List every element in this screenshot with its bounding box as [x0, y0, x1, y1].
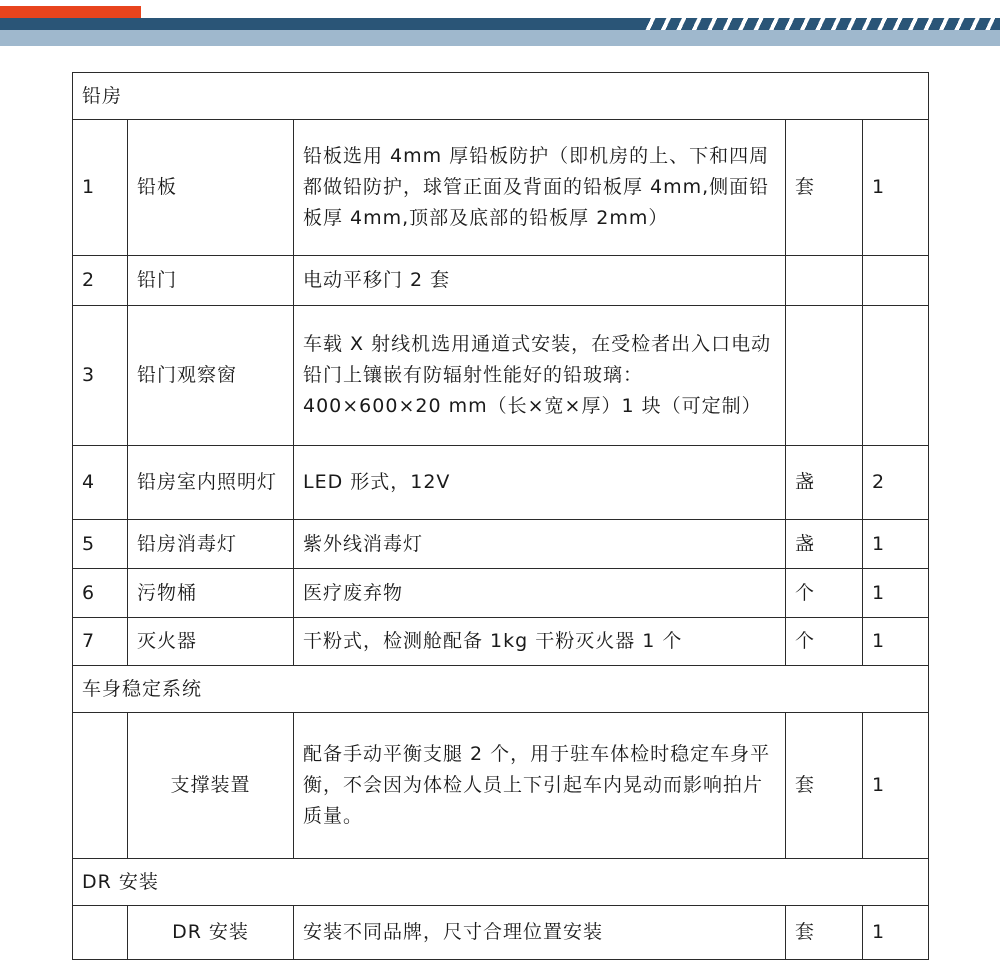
item-name: 铅房室内照明灯	[128, 446, 294, 520]
item-unit: 套	[786, 906, 863, 960]
item-quantity: 1	[863, 569, 929, 618]
section-title: DR 安装	[73, 859, 929, 906]
item-name: DR 安装	[128, 906, 294, 960]
table-row	[73, 906, 929, 960]
table-row	[73, 306, 929, 446]
row-number	[73, 906, 128, 960]
item-description: 电动平移门 2 套	[294, 256, 786, 306]
header-light-bar	[0, 30, 1000, 46]
item-unit: 盏	[786, 446, 863, 520]
row-number: 4	[73, 446, 128, 520]
item-quantity: 1	[863, 906, 929, 960]
table-row	[73, 446, 929, 520]
item-quantity	[863, 306, 929, 446]
item-quantity: 2	[863, 446, 929, 520]
row-number: 1	[73, 120, 128, 256]
item-name: 污物桶	[128, 569, 294, 618]
section-title: 铅房	[73, 73, 929, 120]
item-quantity: 1	[863, 713, 929, 859]
item-unit: 套	[786, 120, 863, 256]
item-description: 车载 X 射线机选用通道式安装，在受检者出入口电动铅门上镶嵌有防辐射性能好的铅玻璃：400×600×20 mm（长×宽×厚）1 块（可定制）	[294, 306, 786, 446]
table-row	[73, 520, 929, 569]
table-row	[73, 713, 929, 859]
item-name: 灭火器	[128, 618, 294, 666]
item-name: 铅板	[128, 120, 294, 256]
table-row	[73, 618, 929, 666]
item-name: 支撑装置	[128, 713, 294, 859]
item-description: LED 形式，12V	[294, 446, 786, 520]
item-description: 医疗废弃物	[294, 569, 786, 618]
item-unit: 个	[786, 569, 863, 618]
table-row	[73, 569, 929, 618]
item-name: 铅门观察窗	[128, 306, 294, 446]
header-stripe-pattern	[640, 18, 1000, 30]
item-description: 安装不同品牌，尺寸合理位置安装	[294, 906, 786, 960]
header-dark-bar	[0, 18, 640, 30]
item-quantity: 1	[863, 520, 929, 569]
item-description: 紫外线消毒灯	[294, 520, 786, 569]
item-quantity: 1	[863, 618, 929, 666]
table-row	[73, 256, 929, 306]
item-description: 配备手动平衡支腿 2 个，用于驻车体检时稳定车身平衡，不会因为体检人员上下引起车内晃动而影响拍片质量。	[294, 713, 786, 859]
row-number: 6	[73, 569, 128, 618]
row-number: 3	[73, 306, 128, 446]
spec-table	[72, 72, 929, 960]
item-unit: 套	[786, 713, 863, 859]
row-number	[73, 713, 128, 859]
item-description: 铅板选用 4mm 厚铅板防护（即机房的上、下和四周都做铅防护，球管正面及背面的铅板厚 4mm,侧面铅板厚 4mm,顶部及底部的铅板厚 2mm）	[294, 120, 786, 256]
item-quantity: 1	[863, 120, 929, 256]
section-header-row	[73, 73, 929, 120]
item-unit: 盏	[786, 520, 863, 569]
table-row	[73, 120, 929, 256]
row-number: 2	[73, 256, 128, 306]
item-description: 干粉式，检测舱配备 1kg 干粉灭火器 1 个	[294, 618, 786, 666]
row-number: 7	[73, 618, 128, 666]
item-name: 铅门	[128, 256, 294, 306]
section-title: 车身稳定系统	[73, 666, 929, 713]
section-header-row	[73, 859, 929, 906]
item-unit	[786, 306, 863, 446]
item-quantity	[863, 256, 929, 306]
section-header-row	[73, 666, 929, 713]
header-accent-bar	[0, 6, 141, 18]
item-unit: 个	[786, 618, 863, 666]
header-banner	[0, 0, 1000, 48]
item-unit	[786, 256, 863, 306]
item-name: 铅房消毒灯	[128, 520, 294, 569]
row-number: 5	[73, 520, 128, 569]
